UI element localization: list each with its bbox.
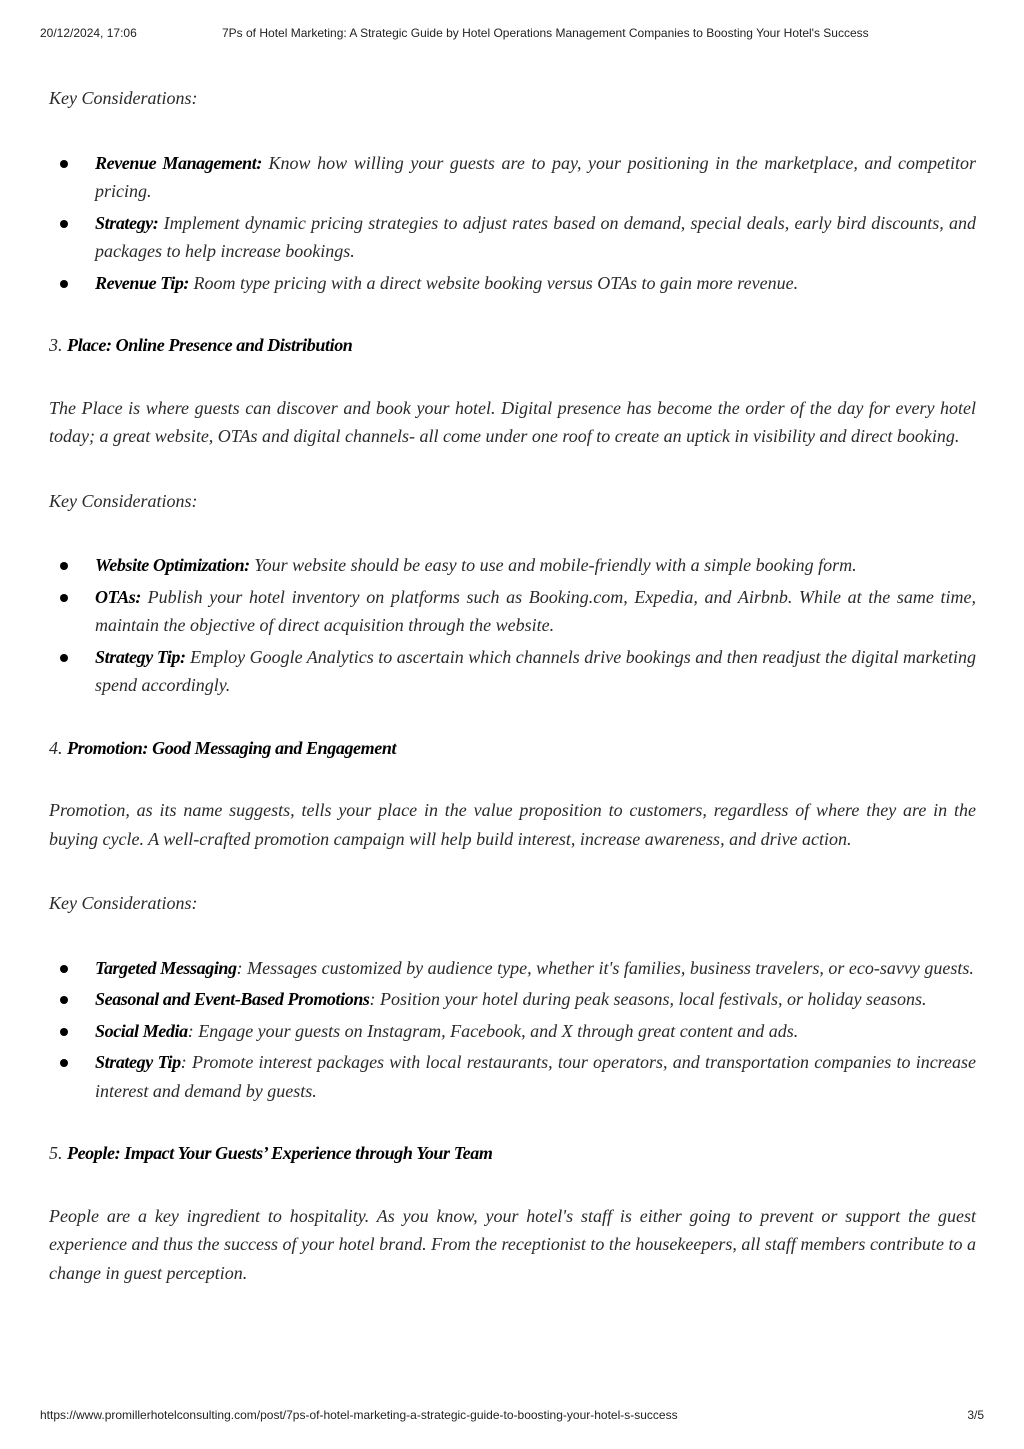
bullet-term: Targeted Messaging bbox=[95, 957, 237, 978]
bullet-icon bbox=[60, 160, 68, 168]
page-number: 3/5 bbox=[967, 1408, 984, 1422]
section-heading-promotion bbox=[49, 734, 976, 763]
bullet-text: Publish your hotel inventory on platforms such as Booking.com, Expedia, and Airbnb. While at the same time, maintain the objective of direct acquisition through the website. bbox=[95, 586, 976, 635]
print-datetime: 20/12/2024, 17:06 bbox=[40, 26, 137, 40]
bullet-text: Implement dynamic pricing strategies to adjust rates based on demand, special deals, early bird discounts, and packages to help increase bookings. bbox=[95, 212, 976, 261]
bullet-term: Revenue Management: bbox=[95, 152, 262, 173]
bullet-text: Room type pricing with a direct website booking versus OTAs to gain more revenue. bbox=[189, 272, 799, 293]
article-content bbox=[49, 84, 976, 1287]
bullet-term: Strategy Tip bbox=[95, 1052, 181, 1072]
print-page-title: 7Ps of Hotel Marketing: A Strategic Guide by Hotel Operations Management Companies to Boosting Your Hotel's Success bbox=[222, 26, 869, 40]
bullet-term: OTAs: bbox=[95, 586, 142, 607]
key-considerations-label: Key Considerations: bbox=[49, 893, 198, 913]
bullet-term: Website Optimization: bbox=[95, 555, 250, 575]
print-header bbox=[40, 26, 984, 42]
section-paragraph: The Place is where guests can discover and book your hotel. Digital presence has become the order of the day for every hotel today; a great website, OTAs and digital channels- all come under one roof to create an uptick in visibility and direct booking. bbox=[49, 397, 976, 446]
bullet-icon bbox=[60, 220, 68, 228]
print-page-url: https://www.promillerhotelconsulting.com/post/7ps-of-hotel-marketing-a-strategic-guide-to-boosting-your-hotel-s-success bbox=[40, 1408, 678, 1422]
bullet-term: Strategy: bbox=[95, 212, 159, 233]
place-considerations-list bbox=[49, 551, 976, 700]
bullet-term: Strategy Tip: bbox=[95, 646, 186, 667]
bullet-text: : Messages customized by audience type, whether it's families, business travelers, or eco-savvy guests. bbox=[236, 957, 974, 978]
list-item bbox=[49, 551, 976, 580]
bullet-text: Employ Google Analytics to ascertain which channels drive bookings and then readjust the digital marketing spend accordingly. bbox=[95, 646, 977, 695]
section-paragraph: Promotion, as its name suggests, tells your place in the value proposition to customers, regardless of where they are in the buying cycle. A well-crafted promotion campaign will help build interest, increase awareness, and drive action. bbox=[49, 800, 976, 849]
list-item bbox=[49, 209, 976, 266]
bullet-term: Social Media bbox=[95, 1020, 188, 1041]
bullet-icon bbox=[60, 965, 68, 973]
bullet-term: Revenue Tip: bbox=[95, 272, 190, 293]
list-item bbox=[49, 985, 976, 1014]
section-number: 5. bbox=[49, 1143, 67, 1163]
section-number: 3. bbox=[49, 335, 67, 355]
list-item bbox=[49, 583, 976, 640]
section-heading-text: People: Impact Your Guests’ Experience through Your Team bbox=[67, 1143, 493, 1163]
key-considerations-label: Key Considerations: bbox=[49, 88, 198, 108]
bullet-text: Your website should be easy to use and mobile-friendly with a simple booking form. bbox=[249, 555, 857, 575]
section-heading-people bbox=[49, 1139, 976, 1168]
list-item bbox=[49, 269, 976, 298]
bullet-text: : Engage your guests on Instagram, Facebook, and X through great content and ads. bbox=[187, 1020, 799, 1041]
bullet-icon bbox=[60, 594, 68, 602]
bullet-icon bbox=[60, 280, 68, 288]
list-item bbox=[49, 149, 976, 206]
section-heading-text: Promotion: Good Messaging and Engagement bbox=[67, 737, 397, 758]
bullet-icon bbox=[60, 562, 68, 570]
section-number: 4. bbox=[49, 737, 67, 758]
list-item bbox=[49, 954, 976, 983]
bullet-icon bbox=[60, 1028, 68, 1036]
section-paragraph: People are a key ingredient to hospitality. As you know, your hotel's staff is either going to prevent or support the guest experience and thus the success of your hotel brand. From the receptionist to the housekeepers, all staff members contribute to a change in guest perception. bbox=[49, 1205, 976, 1283]
bullet-icon bbox=[60, 654, 68, 662]
bullet-text: : Promote interest packages with local restaurants, tour operators, and transportation companies to increase interest and demand by guests. bbox=[95, 1052, 977, 1101]
list-item bbox=[49, 643, 976, 700]
bullet-icon bbox=[60, 996, 68, 1004]
list-item bbox=[49, 1048, 976, 1105]
key-considerations-label: Key Considerations: bbox=[49, 490, 198, 511]
section-heading-text: Place: Online Presence and Distribution bbox=[67, 335, 353, 355]
promotion-considerations-list bbox=[49, 954, 976, 1106]
bullet-text: Know how willing your guests are to pay, your positioning in the marketplace, and competitor pricing. bbox=[95, 152, 976, 201]
bullet-text: : Position your hotel during peak seasons, local festivals, or holiday seasons. bbox=[369, 989, 927, 1009]
list-item bbox=[49, 1017, 976, 1046]
bullet-term: Seasonal and Event-Based Promotions bbox=[95, 989, 370, 1009]
bullet-icon bbox=[60, 1059, 68, 1067]
section-heading-place bbox=[49, 331, 976, 360]
print-footer bbox=[40, 1408, 984, 1424]
price-considerations-list bbox=[49, 149, 976, 298]
